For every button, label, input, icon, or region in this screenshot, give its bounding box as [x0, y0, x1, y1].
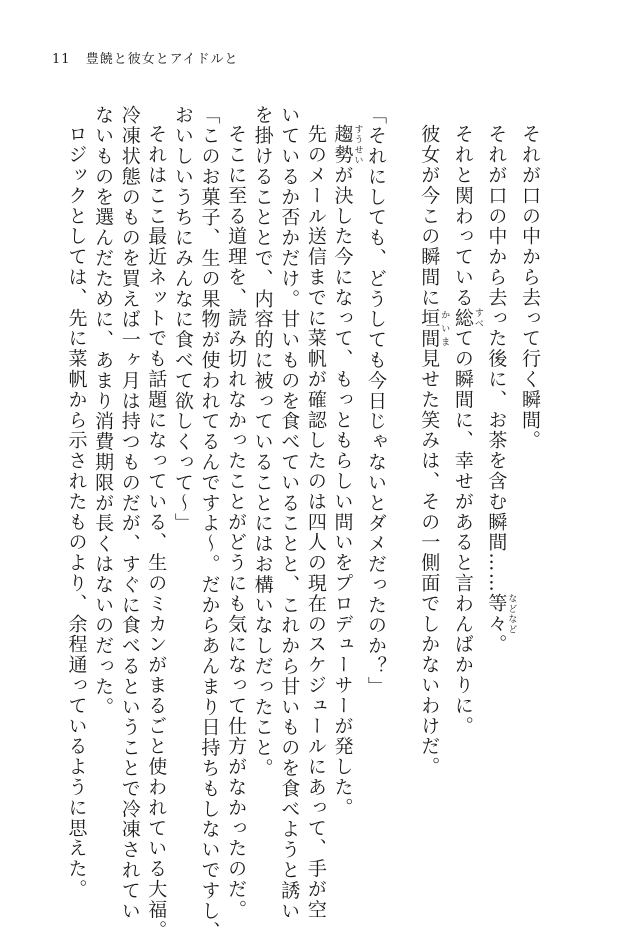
- page-number: 11: [52, 52, 71, 67]
- text-segment: が決した今になって、もっともらしい問いをプロデューサーが発した。: [331, 164, 354, 818]
- ruby-reading: などなど: [506, 593, 517, 634]
- text-line: そこに至る道理を、読み切れなかったことがどうにも気になって仕方がなかったのだ。: [225, 124, 248, 920]
- dialogue-line: おいしいうちにみんなに食べて欲しくって～」: [171, 105, 194, 534]
- ruby-reading: すうせい: [352, 124, 363, 165]
- text-line: を掛けることとで、内容的に被っていることにはお構いなしだったこと。: [251, 105, 274, 779]
- text-line: [329, 105, 363, 875]
- text-line: [483, 105, 517, 875]
- text-line: [416, 105, 450, 875]
- text-segment: 見せた笑みは、その一側面でしかないわけだ。: [418, 348, 441, 777]
- dialogue-line: 「それにしても、どうしても今日じゃないとダメだったのか？」: [365, 105, 388, 697]
- text-line: それが口の中から去って行く瞬間。: [519, 124, 541, 451]
- book-title: 豊饒と彼女とアイドルと: [85, 52, 239, 67]
- text-line: [449, 105, 483, 875]
- ruby-toutou: [485, 593, 517, 635]
- ruby-base: 総: [451, 307, 474, 329]
- text-segment: 。: [485, 634, 508, 655]
- text-line: それはここ最近ネットでも話題になっている、生のミカンがまるごと使われている大福。: [145, 124, 168, 940]
- text-segment: それが口の中から去った後に、お茶を含む瞬間……: [485, 124, 508, 594]
- ruby-kaima: [418, 307, 450, 349]
- text-line: ないものを選んだために、あまり消費期限が長くはないのだった。: [92, 105, 115, 717]
- ruby-reading: すべ: [472, 307, 483, 328]
- ruby-subete: [451, 307, 483, 329]
- text-line: 先のメール送信までに菜帆が確認したのは四人の現在のスケジュールにあって、手が空: [304, 124, 327, 920]
- text-line: 冷凍状態のものを買えば一ヶ月は持つものだが、すぐに食べるということで冷凍されてい: [118, 105, 141, 921]
- ruby-base: 等々: [485, 593, 508, 635]
- text-segment: ての瞬間に、幸せがあると言わんばかりに。: [451, 328, 474, 737]
- ruby-reading: かいま: [439, 307, 450, 349]
- vertical-text-body: [63, 105, 543, 941]
- text-line: ロジックとしては、先に菜帆から示されたものより、余程通っているように思えた。: [65, 124, 88, 900]
- text-segment: 彼女が今この瞬間に: [418, 124, 441, 308]
- ruby-base: 垣間: [418, 307, 441, 349]
- text-segment: それと関わっている: [451, 124, 474, 308]
- ruby-susei: [331, 124, 363, 165]
- ruby-base: 趨勢: [331, 124, 354, 165]
- running-header: [52, 48, 239, 67]
- dialogue-line: 「このお菓子、生の果物が使われてるんですよ～。だからあんまり日持ちもしないですし、: [198, 105, 221, 941]
- text-line: いているか否かだけ。甘いものを食べていることと、これから甘いものを食べようと誘い: [278, 105, 301, 921]
